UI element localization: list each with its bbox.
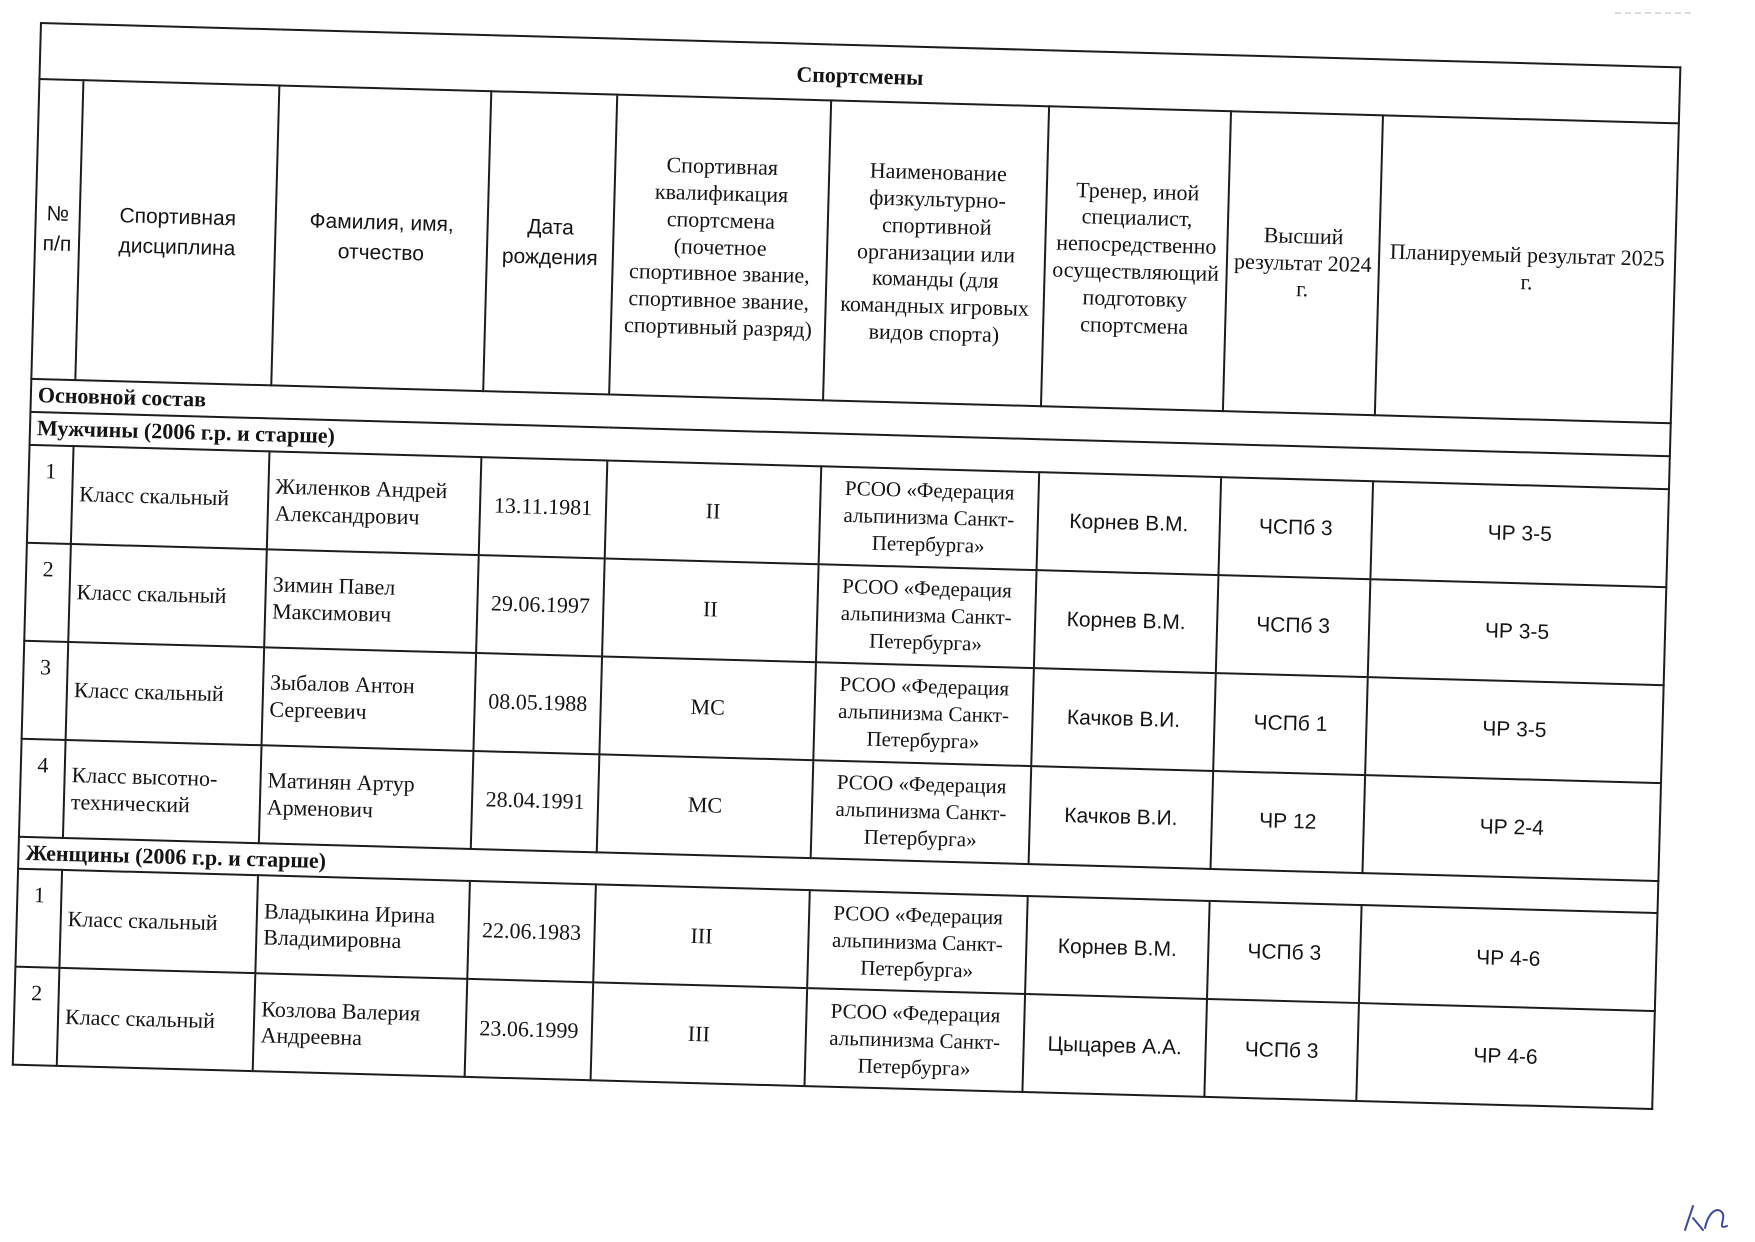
- row-name: Владыкина Ирина Владимировна: [255, 876, 470, 980]
- row-qualification: МС: [597, 754, 814, 858]
- row-best: ЧСПб 3: [1216, 575, 1371, 677]
- row-planned: ЧР 2-4: [1362, 775, 1661, 881]
- header-discipline: Спортивная дисциплина: [75, 80, 279, 385]
- row-planned: ЧР 4-6: [1356, 1004, 1655, 1110]
- row-qualification: МС: [599, 656, 816, 760]
- row-best: ЧСПб 3: [1204, 999, 1359, 1101]
- row-discipline: Класс скальный: [68, 544, 267, 647]
- row-name: Жиленков Андрей Александрович: [267, 451, 482, 555]
- row-name: Зыбалов Антон Сергеевич: [262, 647, 477, 751]
- scan-artifact: [1615, 2, 1695, 6]
- row-coach: Корнев В.М.: [1037, 472, 1222, 575]
- row-organization: РСОО «Федерация альпинизма Санкт-Петербурга»: [807, 891, 1028, 995]
- row-coach: Корнев В.М.: [1034, 570, 1219, 673]
- row-num: 1: [15, 869, 62, 968]
- row-coach: Качков В.И.: [1029, 766, 1214, 869]
- header-name: Фамилия, имя, отчество: [271, 85, 491, 391]
- row-qualification: III: [591, 983, 808, 1087]
- row-coach: Корнев В.М.: [1025, 897, 1210, 1000]
- row-birth: 13.11.1981: [479, 457, 608, 558]
- table-title: Спортсмены: [39, 23, 1680, 123]
- header-organization: Наименование физкультурно-спортивной организации или команды (для командных игровых видов спорта): [823, 100, 1049, 406]
- header-birth: Дата рождения: [483, 91, 617, 394]
- row-name: Матинян Артур Арменович: [259, 745, 474, 849]
- row-discipline: Класс скальный: [57, 968, 256, 1071]
- section-women: Женщины (2006 г.р. и старше): [18, 836, 1658, 913]
- row-qualification: III: [593, 885, 810, 989]
- handwritten-mark: [1679, 1200, 1735, 1236]
- row-discipline: Класс скальный: [66, 642, 265, 745]
- row-organization: РСОО «Федерация альпинизма Санкт-Петербурга»: [819, 466, 1040, 570]
- row-discipline: Класс скальный: [71, 446, 270, 549]
- row-best: ЧСПб 3: [1207, 901, 1362, 1003]
- row-qualification: II: [602, 558, 819, 662]
- row-birth: 22.06.1983: [467, 881, 596, 982]
- athletes-sheet: [12, 22, 1680, 1110]
- row-coach: Цыцарев А.А.: [1022, 994, 1207, 1097]
- header-row: [31, 79, 1679, 423]
- row-organization: РСОО «Федерация альпинизма Санкт-Петербурга»: [804, 989, 1025, 1093]
- row-num: 4: [19, 738, 66, 837]
- row-organization: РСОО «Федерация альпинизма Санкт-Петербурга»: [811, 760, 1032, 864]
- header-qualification: Спортивная квалификация спортсмена (почетное спортивное звание, спортивное звание, спортивный разряд): [609, 95, 831, 401]
- row-discipline: Класс скальный: [59, 870, 258, 973]
- row-num: 2: [13, 967, 60, 1066]
- row-birth: 28.04.1991: [471, 751, 600, 852]
- row-birth: 29.06.1997: [476, 555, 605, 656]
- row-best: ЧСПб 3: [1218, 477, 1373, 579]
- header-planned: Планируемый результат 2025 г.: [1375, 115, 1679, 423]
- row-birth: 23.06.1999: [465, 979, 594, 1080]
- row-organization: РСОО «Федерация альпинизма Санкт-Петербурга»: [813, 662, 1034, 766]
- row-planned: ЧР 4-6: [1359, 906, 1658, 1012]
- header-coach: Тренер, иной специалист, непосредственно осуществляющий подготовку спортсмена: [1041, 106, 1231, 411]
- header-best: Высший результат 2024 г.: [1223, 111, 1383, 415]
- row-coach: Качков В.И.: [1031, 668, 1216, 771]
- row-num: 1: [27, 445, 74, 544]
- section-main: Основной состав: [30, 379, 1670, 456]
- row-best: ЧР 12: [1211, 771, 1366, 873]
- row-num: 2: [24, 542, 71, 641]
- row-planned: ЧР 3-5: [1368, 579, 1667, 685]
- row-planned: ЧР 3-5: [1365, 677, 1664, 783]
- row-best: ЧСПб 1: [1213, 673, 1368, 775]
- row-birth: 08.05.1988: [473, 653, 602, 754]
- row-name: Козлова Валерия Андреевна: [253, 974, 468, 1078]
- row-organization: РСОО «Федерация альпинизма Санкт-Петербурга»: [816, 564, 1037, 668]
- header-num: № п/п: [31, 79, 83, 380]
- row-planned: ЧР 3-5: [1370, 481, 1669, 587]
- section-men: Мужчины (2006 г.р. и старше): [30, 412, 1670, 489]
- row-qualification: II: [605, 460, 822, 564]
- row-num: 3: [22, 640, 69, 739]
- athletes-table: [12, 22, 1682, 1111]
- row-discipline: Класс высотно-технический: [63, 740, 262, 843]
- row-name: Зимин Павел Максимович: [264, 549, 479, 653]
